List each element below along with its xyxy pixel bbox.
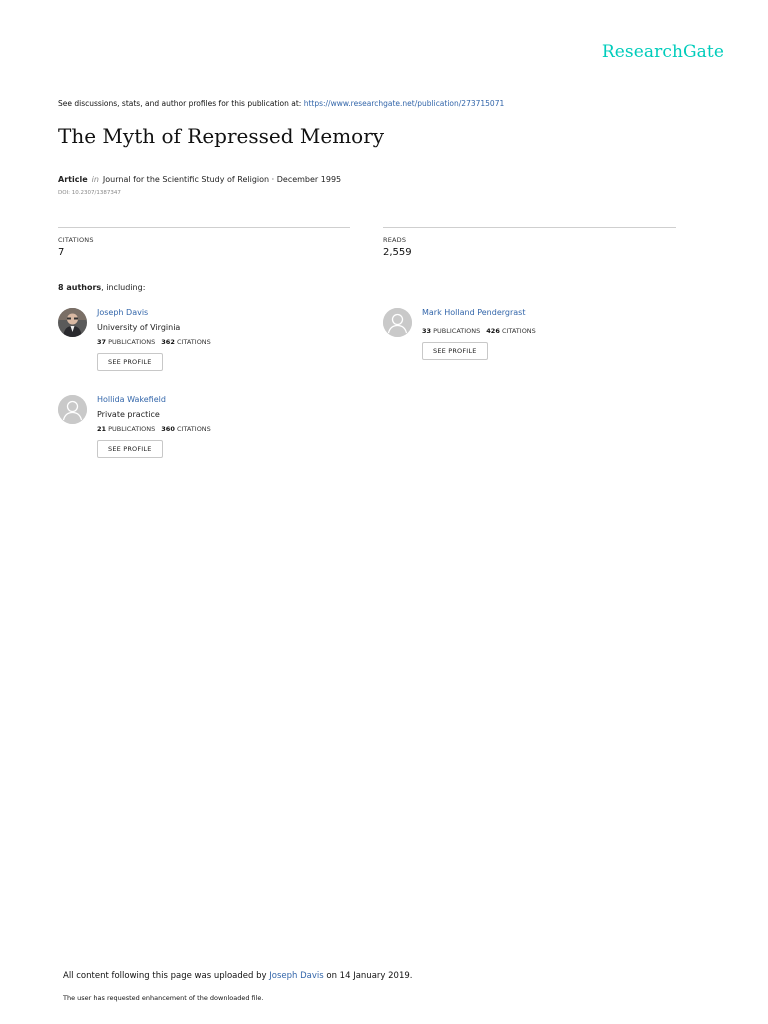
- doi: DOI: 10.2307/1387347: [58, 190, 121, 196]
- author-stats: [97, 425, 211, 434]
- authors-suffix: , including:: [101, 283, 146, 292]
- author-avatar[interactable]: [58, 308, 87, 337]
- authors-count: 8 authors: [58, 283, 102, 292]
- user-placeholder-icon: [383, 308, 412, 337]
- see-profile-button[interactable]: SEE PROFILE: [422, 342, 488, 360]
- upload-note: [63, 971, 412, 981]
- authors-heading: [58, 283, 145, 292]
- author-info: [422, 308, 536, 360]
- in-label: in: [91, 175, 99, 184]
- author-citations-label: CITATIONS: [176, 425, 211, 433]
- publication-title: The Myth of Repressed Memory: [58, 124, 385, 148]
- author-card: [58, 395, 358, 465]
- publication-type: Article: [58, 175, 88, 184]
- author-avatar[interactable]: [58, 395, 87, 424]
- publication-meta: [58, 175, 341, 184]
- researchgate-logo[interactable]: ResearchGate: [601, 42, 724, 62]
- citations-stat: [58, 227, 350, 258]
- author-citations-label: CITATIONS: [176, 338, 211, 346]
- venue-date: Journal for the Scientific Study of Religion · December 1995: [102, 175, 342, 184]
- upload-prefix: All content following this page was uploaded by: [63, 971, 267, 981]
- author-photo-icon: [58, 308, 87, 337]
- see-profile-button[interactable]: SEE PROFILE: [97, 353, 163, 371]
- author-citations-count: 360: [161, 425, 175, 433]
- author-publications-count: 37: [97, 338, 107, 346]
- citations-label: CITATIONS: [58, 236, 94, 244]
- author-name-link[interactable]: Mark Holland Pendergrast: [422, 308, 526, 317]
- discussion-notice: [58, 99, 504, 108]
- author-citations-count: 362: [161, 338, 175, 346]
- author-publications-count: 21: [97, 425, 107, 433]
- author-stats: [97, 338, 211, 347]
- citations-count: 7: [58, 247, 65, 258]
- uploader-link[interactable]: Joseph Davis: [269, 971, 324, 981]
- reads-label: READS: [383, 236, 407, 244]
- author-publications-label: PUBLICATIONS: [108, 425, 156, 433]
- author-affiliation: University of Virginia: [97, 323, 181, 332]
- see-profile-button[interactable]: SEE PROFILE: [97, 440, 163, 458]
- author-publications-label: PUBLICATIONS: [108, 338, 156, 346]
- enhancement-note: The user has requested enhancement of the downloaded file.: [63, 994, 264, 1002]
- author-citations-label: CITATIONS: [501, 327, 536, 335]
- author-publications-label: PUBLICATIONS: [433, 327, 481, 335]
- publication-url-link[interactable]: https://www.researchgate.net/publication/273715071: [303, 99, 505, 108]
- author-publications-count: 33: [422, 327, 432, 335]
- author-info: [97, 308, 211, 371]
- author-stats: [422, 327, 536, 336]
- author-name-link[interactable]: Joseph Davis: [97, 308, 149, 317]
- author-name-link[interactable]: Hollida Wakefield: [97, 395, 166, 404]
- author-card: [383, 308, 683, 368]
- notice-text: See discussions, stats, and author profiles for this publication at:: [58, 99, 302, 108]
- author-avatar[interactable]: [383, 308, 412, 337]
- reads-stat: [383, 227, 676, 258]
- author-affiliation: Private practice: [97, 410, 160, 419]
- user-placeholder-icon: [58, 395, 87, 424]
- upload-date: on 14 January 2019.: [326, 971, 413, 981]
- author-citations-count: 426: [486, 327, 500, 335]
- author-info: [97, 395, 211, 458]
- author-card: [58, 308, 358, 378]
- reads-count: 2,559: [383, 247, 412, 258]
